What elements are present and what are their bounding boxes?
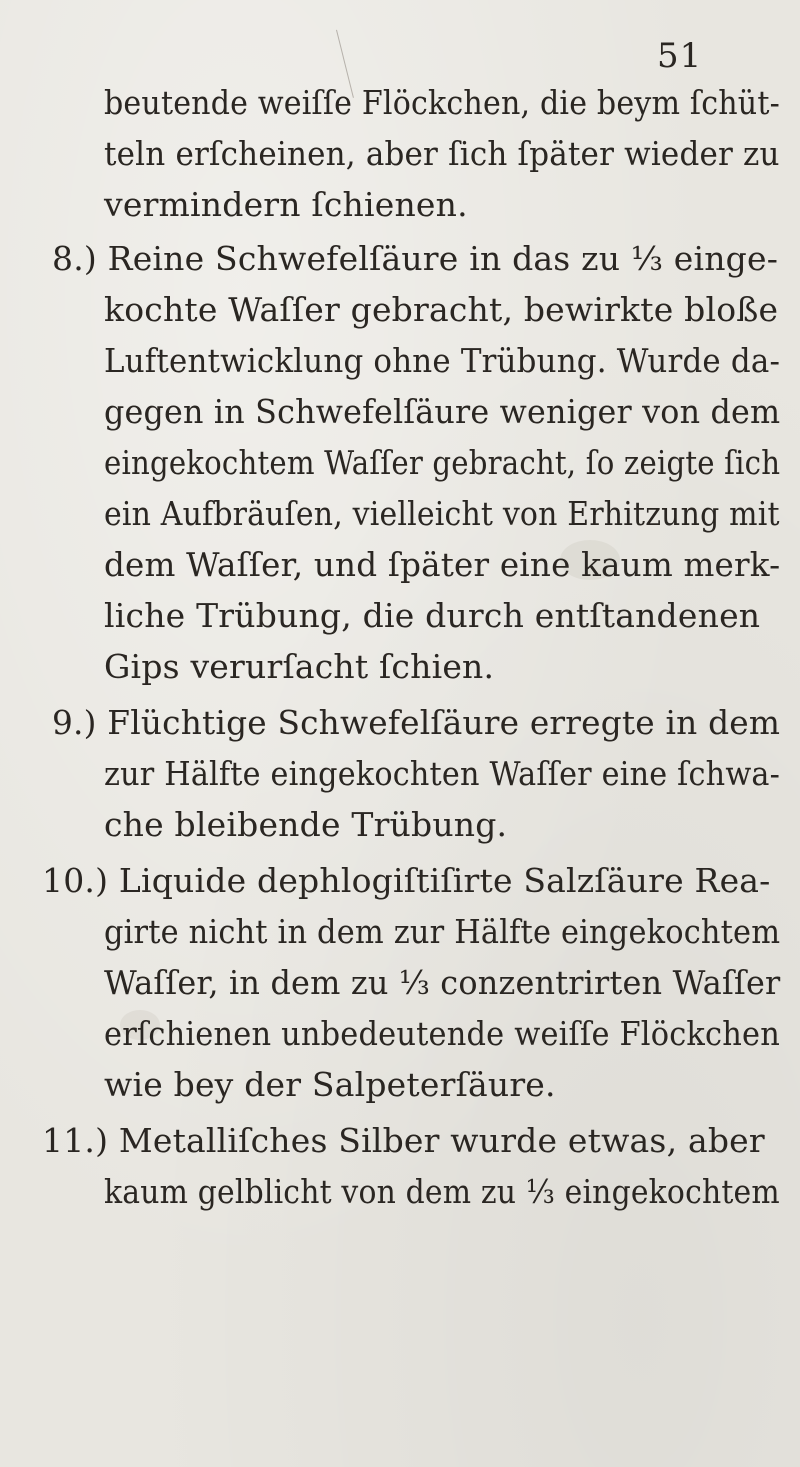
text-line: liche Trübung, die durch entſtandenen [104, 596, 761, 635]
text-line: wie bey der Salpeterſäure. [104, 1065, 556, 1104]
text-line: kaum gelblicht von dem zu ⅓ eingekochtem [104, 1172, 780, 1211]
text-line: zur Hälfte eingekochten Waſſer eine ſchwa- [104, 754, 781, 793]
text-line: Luftentwicklung ohne Trübung. Wurde da- [104, 341, 781, 380]
text-line: 10.) Liquide dephlogiſtiſirte Salzſäure Rea- [42, 861, 771, 900]
text-line: gegen in Schwefelſäure weniger von dem [104, 392, 781, 431]
text-line: kochte Waſſer gebracht, bewirkte bloße [104, 290, 779, 329]
text-line: ein Aufbräuſen, vielleicht von Erhitzung mit [104, 494, 780, 533]
page-number: 51 [657, 36, 703, 76]
text-line: Waſſer, in dem zu ⅓ conzentrirten Waſſer [104, 963, 781, 1002]
text-line: dem Waſſer, und ſpäter eine kaum merk- [104, 545, 781, 584]
text-line: beutende weiſſe Flöckchen, die beym ſchüt- [104, 83, 780, 122]
text-line: erſchienen unbedeutende weiſſe Flöckchen [104, 1014, 781, 1053]
text-line: 9.) Flüchtige Schwefelſäure erregte in dem [52, 703, 781, 742]
text-line: Gips verurſacht ſchien. [104, 647, 495, 686]
text-line: vermindern ſchienen. [104, 185, 468, 224]
text-line: eingekochtem Waſſer gebracht, ſo zeigte ſich [104, 443, 781, 482]
text-line: 11.) Metalliſches Silber wurde etwas, aber [42, 1121, 765, 1160]
text-line: che bleibende Trübung. [104, 805, 508, 844]
text-line: teln erſcheinen, aber ſich ſpäter wieder zu [104, 134, 780, 173]
text-line: 8.) Reine Schwefelſäure in das zu ⅓ einge- [52, 239, 779, 278]
text-line: girte nicht in dem zur Hälfte eingekochtem [104, 912, 781, 951]
